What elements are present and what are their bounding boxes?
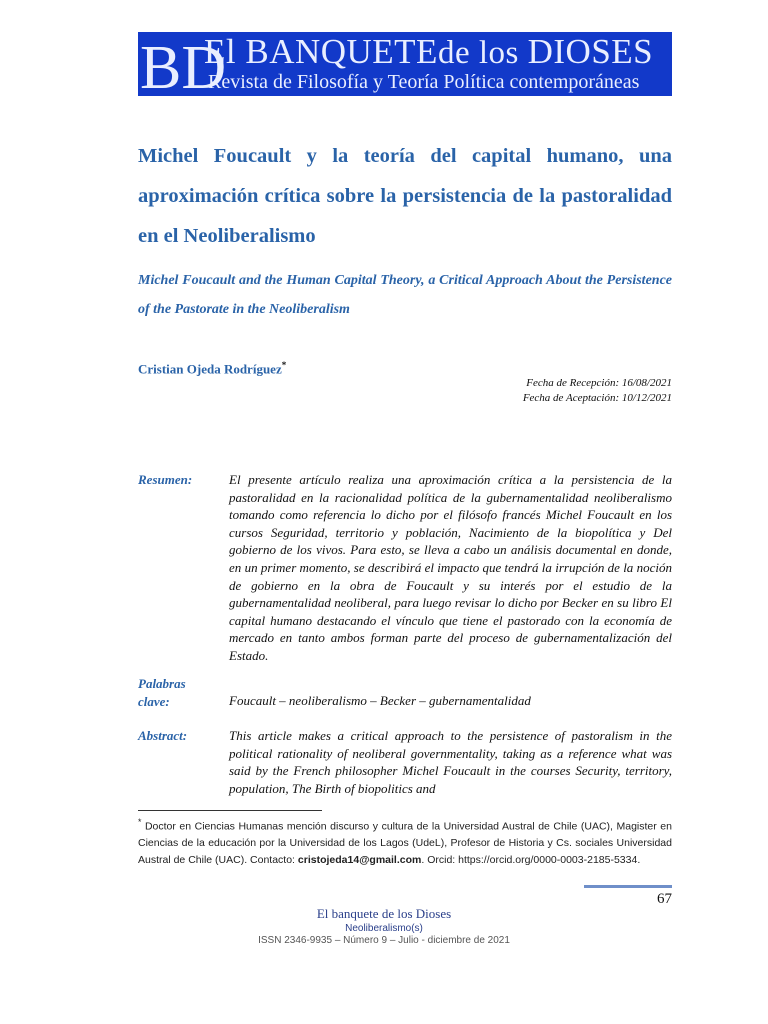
svg-text:BD: BD [140, 34, 227, 102]
article-dates [523, 376, 672, 406]
footer-issue-theme: Neoliberalismo(s) [345, 923, 423, 934]
keywords-text: Foucault – neoliberalismo – Becker – gubernamentalidad [229, 693, 531, 708]
article-title: Michel Foucault y la teoría del capital humano, una aproximación crítica sobre la persistencia de la pastoralidad en el Neoliberalismo [138, 145, 672, 247]
footer-journal-name: El banquete de los Dioses [316, 906, 452, 921]
page-number-rule [584, 885, 672, 888]
accepted-date: Fecha de Aceptación: 10/12/2021 [522, 392, 672, 404]
author-footnote-mark[interactable]: * [281, 360, 287, 370]
author-footnote: * Doctor en Ciencias Humanas mención discurso y cultura de la Universidad Austral de Chile (UAC), Magister en Ciencias de la educación por la Universidad de los Lagos (UdeL), Profesor de Historia y Cs. sociales Universidad Austral de Chile (UAC). Contacto: cristojeda14@gmail.com. Orcid: https://orcid.org/0000-0003-2185-5334. [138, 817, 672, 866]
journal-logo-icon [138, 32, 227, 102]
page-number: 67 [657, 891, 672, 907]
article-title-english: Michel Foucault and the Human Capital Theory, a Critical Approach About the Persistence of the Pastorate in the Neoliberalism [138, 273, 672, 317]
journal-tagline: Revista de Filosofía y Teoría Política contemporáneas [208, 71, 640, 93]
author-name: Cristian Ojeda Rodríguez* [138, 360, 287, 377]
footnote-divider [138, 810, 322, 811]
keywords-label: Palabras clave: [138, 676, 186, 709]
journal-name: El BANQUETEde los DIOSES [204, 32, 654, 71]
footer-issn: ISSN 2346-9935 – Número 9 – Julio - diciembre de 2021 [258, 935, 510, 946]
abstract-label: Abstract: [138, 728, 188, 743]
journal-banner [138, 32, 672, 102]
resumen-text: El presente artículo realiza una aproximación crítica a la persistencia de la pastoralidad en la racionalidad política de la gubernamentalidad neoliberalismo tomando como referencia lo dicho por el filósofo francés Michel Foucault en los cursos Seguridad, territorio y población, Nacimiento de la biopolítica y Del gobierno de los vivos. Para esto, se lleva a cabo un análisis documental en donde, en un primer momento, se describirá el impacto que tendrá la irrupción de la noción de gobierno en la obra de Foucault y su interés por el estudio de la gubernamentalidad neoliberal, para luego revisar lo dicho por Becker en su libro El capital humano destacando el vínculo que tiene el pastorado con la economía de mercado en tanto ambos forman parte del proceso de gubernamentalización del Estado. [229, 472, 672, 663]
resumen-label: Resumen: [138, 472, 193, 487]
contact-email[interactable]: cristojeda14@gmail.com [297, 853, 422, 866]
received-date: Fecha de Recepción: 16/08/2021 [526, 377, 672, 389]
abstract-text: This article makes a critical approach to the persistence of pastoralism in the political rationality of neoliberal governmentality, taking as a reference what was said by the French philosopher Michel Foucault in the courses Security, territory, population, The Birth of biopolitics and [229, 728, 672, 796]
